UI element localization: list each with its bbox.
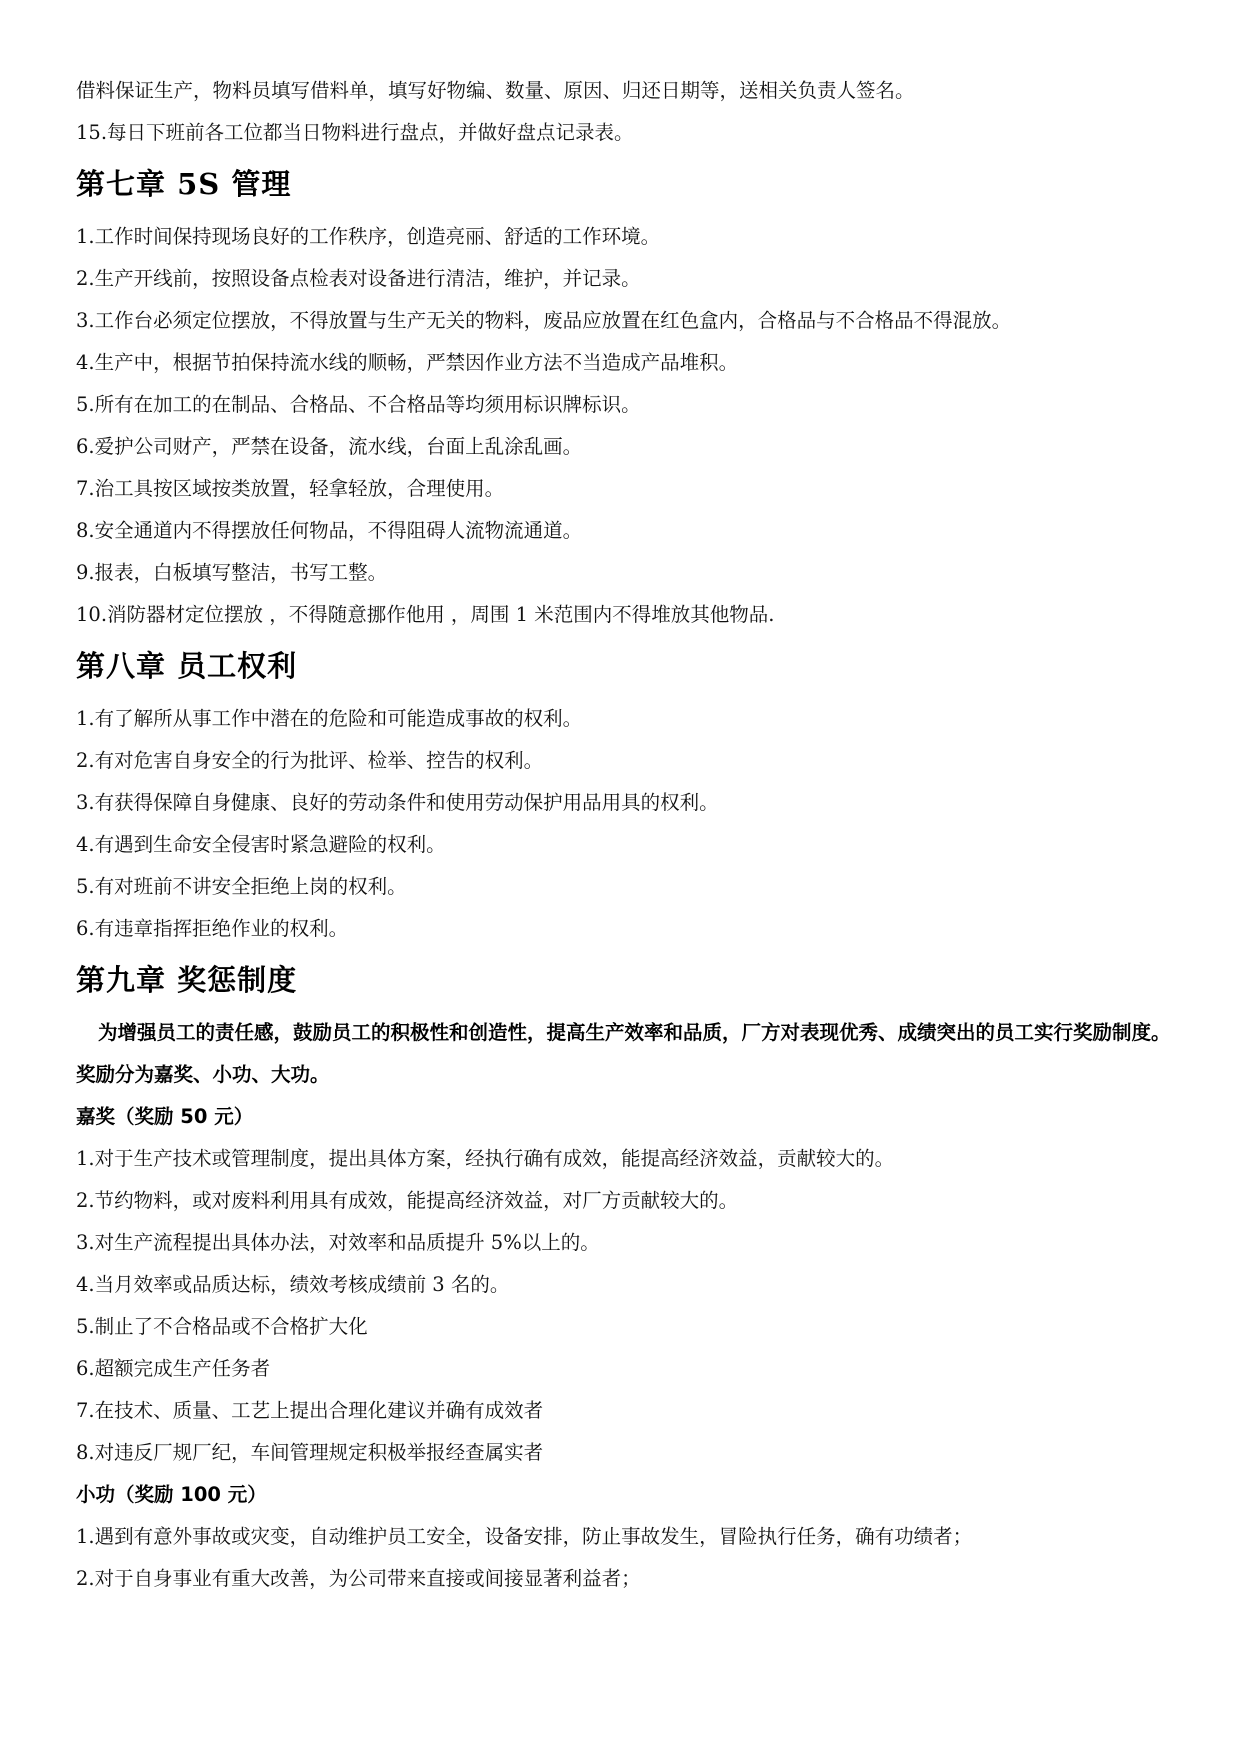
list-item: 5.所有在加工的在制品、合格品、不合格品等均须用标识牌标识。 (76, 393, 641, 416)
chapter-9-heading: 第九章 奖惩制度 (76, 963, 298, 997)
chapter-8-list (76, 698, 1186, 950)
list-item: 2.对于自身事业有重大改善，为公司带来直接或间接显著利益者； (76, 1567, 641, 1590)
list-item: 6.有违章指挥拒绝作业的权利。 (76, 917, 349, 940)
reward-types: 奖励分为嘉奖、小功、大功。 (76, 1063, 330, 1086)
reward-xiaogong-title: 小功（奖励 100 元） (76, 1483, 267, 1506)
list-item: 4.有遇到生命安全侵害时紧急避险的权利。 (76, 833, 446, 856)
list-item: 4.生产中，根据节拍保持流水线的顺畅，严禁因作业方法不当造成产品堆积。 (76, 351, 739, 374)
list-item: 1.遇到有意外事故或灾变，自动维护员工安全，设备安排，防止事故发生，冒险执行任务，确有功绩者； (76, 1525, 973, 1548)
list-item: 6.超额完成生产任务者 (76, 1357, 271, 1380)
list-item: 7.治工具按区域按类放置，轻拿轻放，合理使用。 (76, 477, 505, 500)
list-item: 3.有获得保障自身健康、良好的劳动条件和使用劳动保护用品用具的权利。 (76, 791, 719, 814)
list-item: 7.在技术、质量、工艺上提出合理化建议并确有成效者 (76, 1399, 544, 1422)
list-item: 3.工作台必须定位摆放，不得放置与生产无关的物料，废品应放置在红色盒内，合格品与不合格品不得混放。 (76, 309, 1012, 332)
list-item: 8.对违反厂规厂纪，车间管理规定积极举报经查属实者 (76, 1441, 544, 1464)
paragraph-line: 借料保证生产，物料员填写借料单，填写好物编、数量、原因、归还日期等，送相关负责人签名。 (76, 79, 915, 102)
list-item: 6.爱护公司财产，严禁在设备，流水线，台面上乱涂乱画。 (76, 435, 583, 458)
reward-xiaogong-list (76, 1516, 1186, 1600)
list-item: 9.报表，白板填写整洁，书写工整。 (76, 561, 388, 584)
list-item: 2.有对危害自身安全的行为批评、检举、控告的权利。 (76, 749, 544, 772)
chapter-7-heading: 第七章 5S 管理 (76, 167, 292, 201)
list-item: 3.对生产流程提出具体办法，对效率和品质提升 5%以上的。 (76, 1231, 600, 1254)
chapter-8-heading: 第八章 员工权利 (76, 649, 298, 683)
list-item: 1.对于生产技术或管理制度，提出具体方案，经执行确有成效，能提高经济效益，贡献较大的。 (76, 1147, 895, 1170)
list-item: 8.安全通道内不得摆放任何物品，不得阻碍人流物流通道。 (76, 519, 583, 542)
list-item: 5.有对班前不讲安全拒绝上岗的权利。 (76, 875, 407, 898)
list-item: 2.生产开线前，按照设备点检表对设备进行清洁，维护，并记录。 (76, 267, 641, 290)
list-item: 2.节约物料，或对废料利用具有成效，能提高经济效益，对厂方贡献较大的。 (76, 1189, 739, 1212)
list-item: 5.制止了不合格品或不合格扩大化 (76, 1315, 368, 1338)
document-page (76, 70, 1186, 1600)
list-item: 4.当月效率或品质达标，绩效考核成绩前 3 名的。 (76, 1273, 510, 1296)
list-item: 1.工作时间保持现场良好的工作秩序，创造亮丽、舒适的工作环境。 (76, 225, 661, 248)
reward-jiajiang-title: 嘉奖（奖励 50 元） (76, 1105, 254, 1128)
list-item: 1.有了解所从事工作中潜在的危险和可能造成事故的权利。 (76, 707, 583, 730)
list-item: 10.消防器材定位摆放 ，不得随意挪作他用 ，周围 1 米范围内不得堆放其他物品. (76, 603, 775, 626)
reward-jiajiang-list (76, 1138, 1186, 1474)
paragraph-line: 15.每日下班前各工位都当日物料进行盘点，并做好盘点记录表。 (76, 121, 634, 144)
chapter-9-intro: 为增强员工的责任感，鼓励员工的积极性和创造性，提高生产效率和品质，厂方对表现优秀、成绩突出的员工实行奖励制度。 (98, 1021, 1171, 1044)
chapter-7-list (76, 216, 1186, 636)
